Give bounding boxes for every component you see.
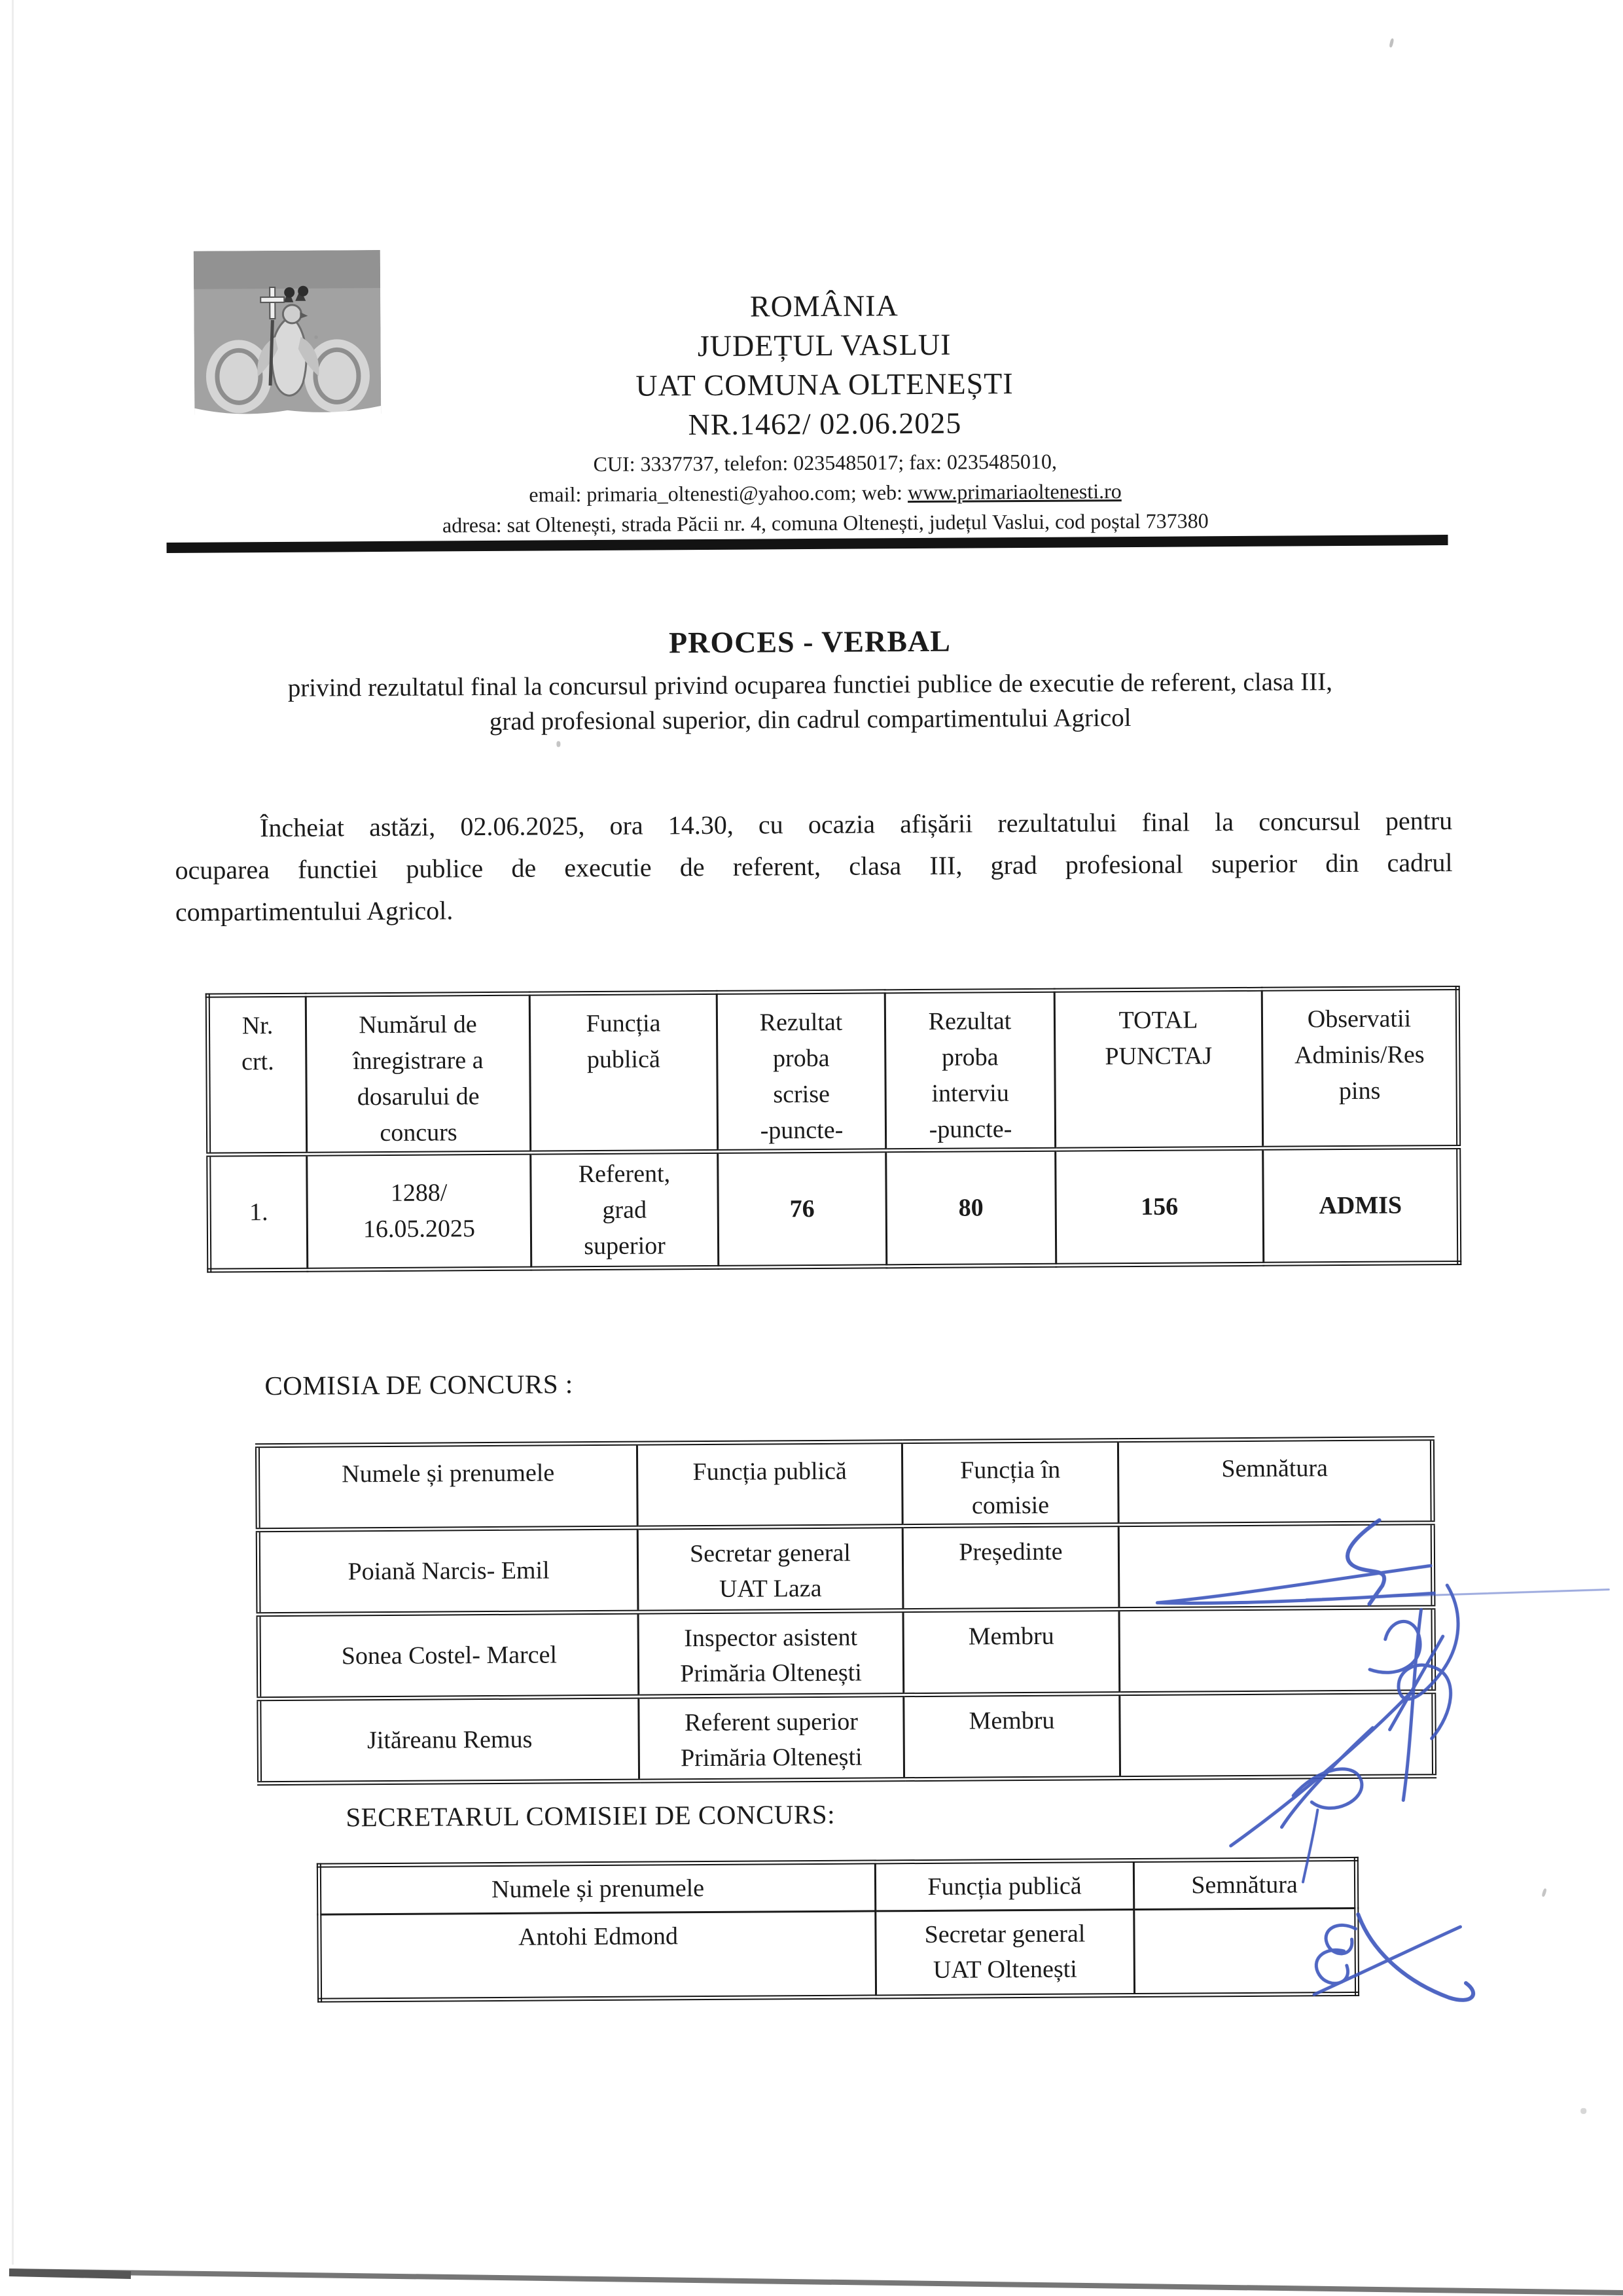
paragraph-line: compartimentului Agricol. <box>175 895 454 927</box>
comisia-heading: COMISIA DE CONCURS : <box>264 1369 573 1401</box>
cell-functie: Referent, grad superior <box>531 1151 719 1268</box>
document-title: PROCES - VERBAL <box>668 624 951 660</box>
comisia-col-semnatura: Semnătura <box>1118 1439 1433 1525</box>
member-role: Membru <box>904 1694 1120 1780</box>
results-col-observatii: Observatii Adminis/Res pins <box>1262 988 1458 1148</box>
secretar-col-nume: Numele și prenumele <box>319 1862 875 1914</box>
secretar-heading: SECRETARUL COMISIEI DE CONCURS: <box>346 1799 836 1833</box>
cell-interviu: 80 <box>886 1149 1056 1266</box>
member-role: Membru <box>903 1609 1120 1695</box>
secretar-function: Secretar general UAT Oltenești <box>876 1910 1135 1997</box>
cell-rezultat-admis: ADMIS <box>1263 1147 1459 1264</box>
comisia-col-functie-comisie: Funcția în comisie <box>902 1441 1118 1526</box>
comisia-col-functie: Funcția publică <box>637 1442 902 1528</box>
document-subtitle-line1: privind rezultatul final la concursul privind ocuparea functiei publice de executie de referent, clasa III, <box>287 668 1333 702</box>
cell-dosar: 1288/ 16.05.2025 <box>307 1153 531 1270</box>
secretar-col-functie: Funcția publică <box>875 1861 1133 1911</box>
member-role: Președinte <box>902 1525 1119 1611</box>
results-col-nr: Nr. crt. <box>207 995 306 1155</box>
document-subtitle-line2: grad profesional superior, din cadrul compartimentului Agricol <box>489 704 1132 736</box>
results-col-interviu: Rezultat proba interviu -puncte- <box>885 990 1055 1151</box>
secretar-col-semnatura: Semnătura <box>1133 1859 1356 1909</box>
website-link[interactable]: www.primariaoltenesti.ro <box>907 479 1122 505</box>
cell-total: 156 <box>1056 1148 1264 1265</box>
secretar-name: Antohi Edmond <box>319 1911 876 2000</box>
results-col-proba-scrisa: Rezultat proba scrise -puncte- <box>717 992 885 1152</box>
member-name: Jităreanu Remus <box>259 1696 639 1784</box>
member-function: Secretar general UAT Laza <box>637 1526 903 1612</box>
member-name: Poiană Narcis- Emil <box>258 1528 638 1615</box>
paragraph-line: ocuparea functiei publice de executie de referent, clasa III, grad profesional superior din cadrul <box>175 848 1453 885</box>
letterhead-county: JUDEȚUL VASLUI <box>697 327 952 363</box>
comisia-col-nume: Numele și prenumele <box>257 1443 637 1530</box>
letterhead-country: ROMÂNIA <box>749 289 899 323</box>
cell-proba-scrisa: 76 <box>718 1151 887 1268</box>
results-col-total: TOTAL PUNCTAJ <box>1054 989 1262 1149</box>
letterhead-address: adresa: sat Oltenești, strada Păcii nr. 4, comuna Oltenești, județul Vaslui, cod poștal 737380 <box>442 509 1209 537</box>
member-function: Inspector asistent Primăria Oltenești <box>638 1611 904 1696</box>
results-col-functie: Funcția publică <box>529 992 717 1153</box>
letterhead-email: email: primaria_oltenesti@yahoo.com; web: <box>529 480 908 507</box>
member-function: Referent superior Primăria Oltenești <box>639 1695 904 1781</box>
results-col-dosar: Numărul de înregistrare a dosarului de concurs <box>306 994 530 1154</box>
letterhead-entity: UAT COMUNA OLTENEȘTI <box>635 367 1014 403</box>
cell-nr: 1. <box>209 1154 308 1270</box>
letterhead-registration-number: NR.1462/ 02.06.2025 <box>688 406 962 442</box>
letterhead-cui-phone: CUI: 3337737, telefon: 0235485017; fax: 0235485010, <box>593 449 1058 476</box>
paragraph-line: Încheiat astăzi, 02.06.2025, ora 14.30, cu ocazia afișării rezultatului final la concursul pentru <box>260 806 1453 843</box>
member-name: Sonea Costel- Marcel <box>259 1612 639 1699</box>
